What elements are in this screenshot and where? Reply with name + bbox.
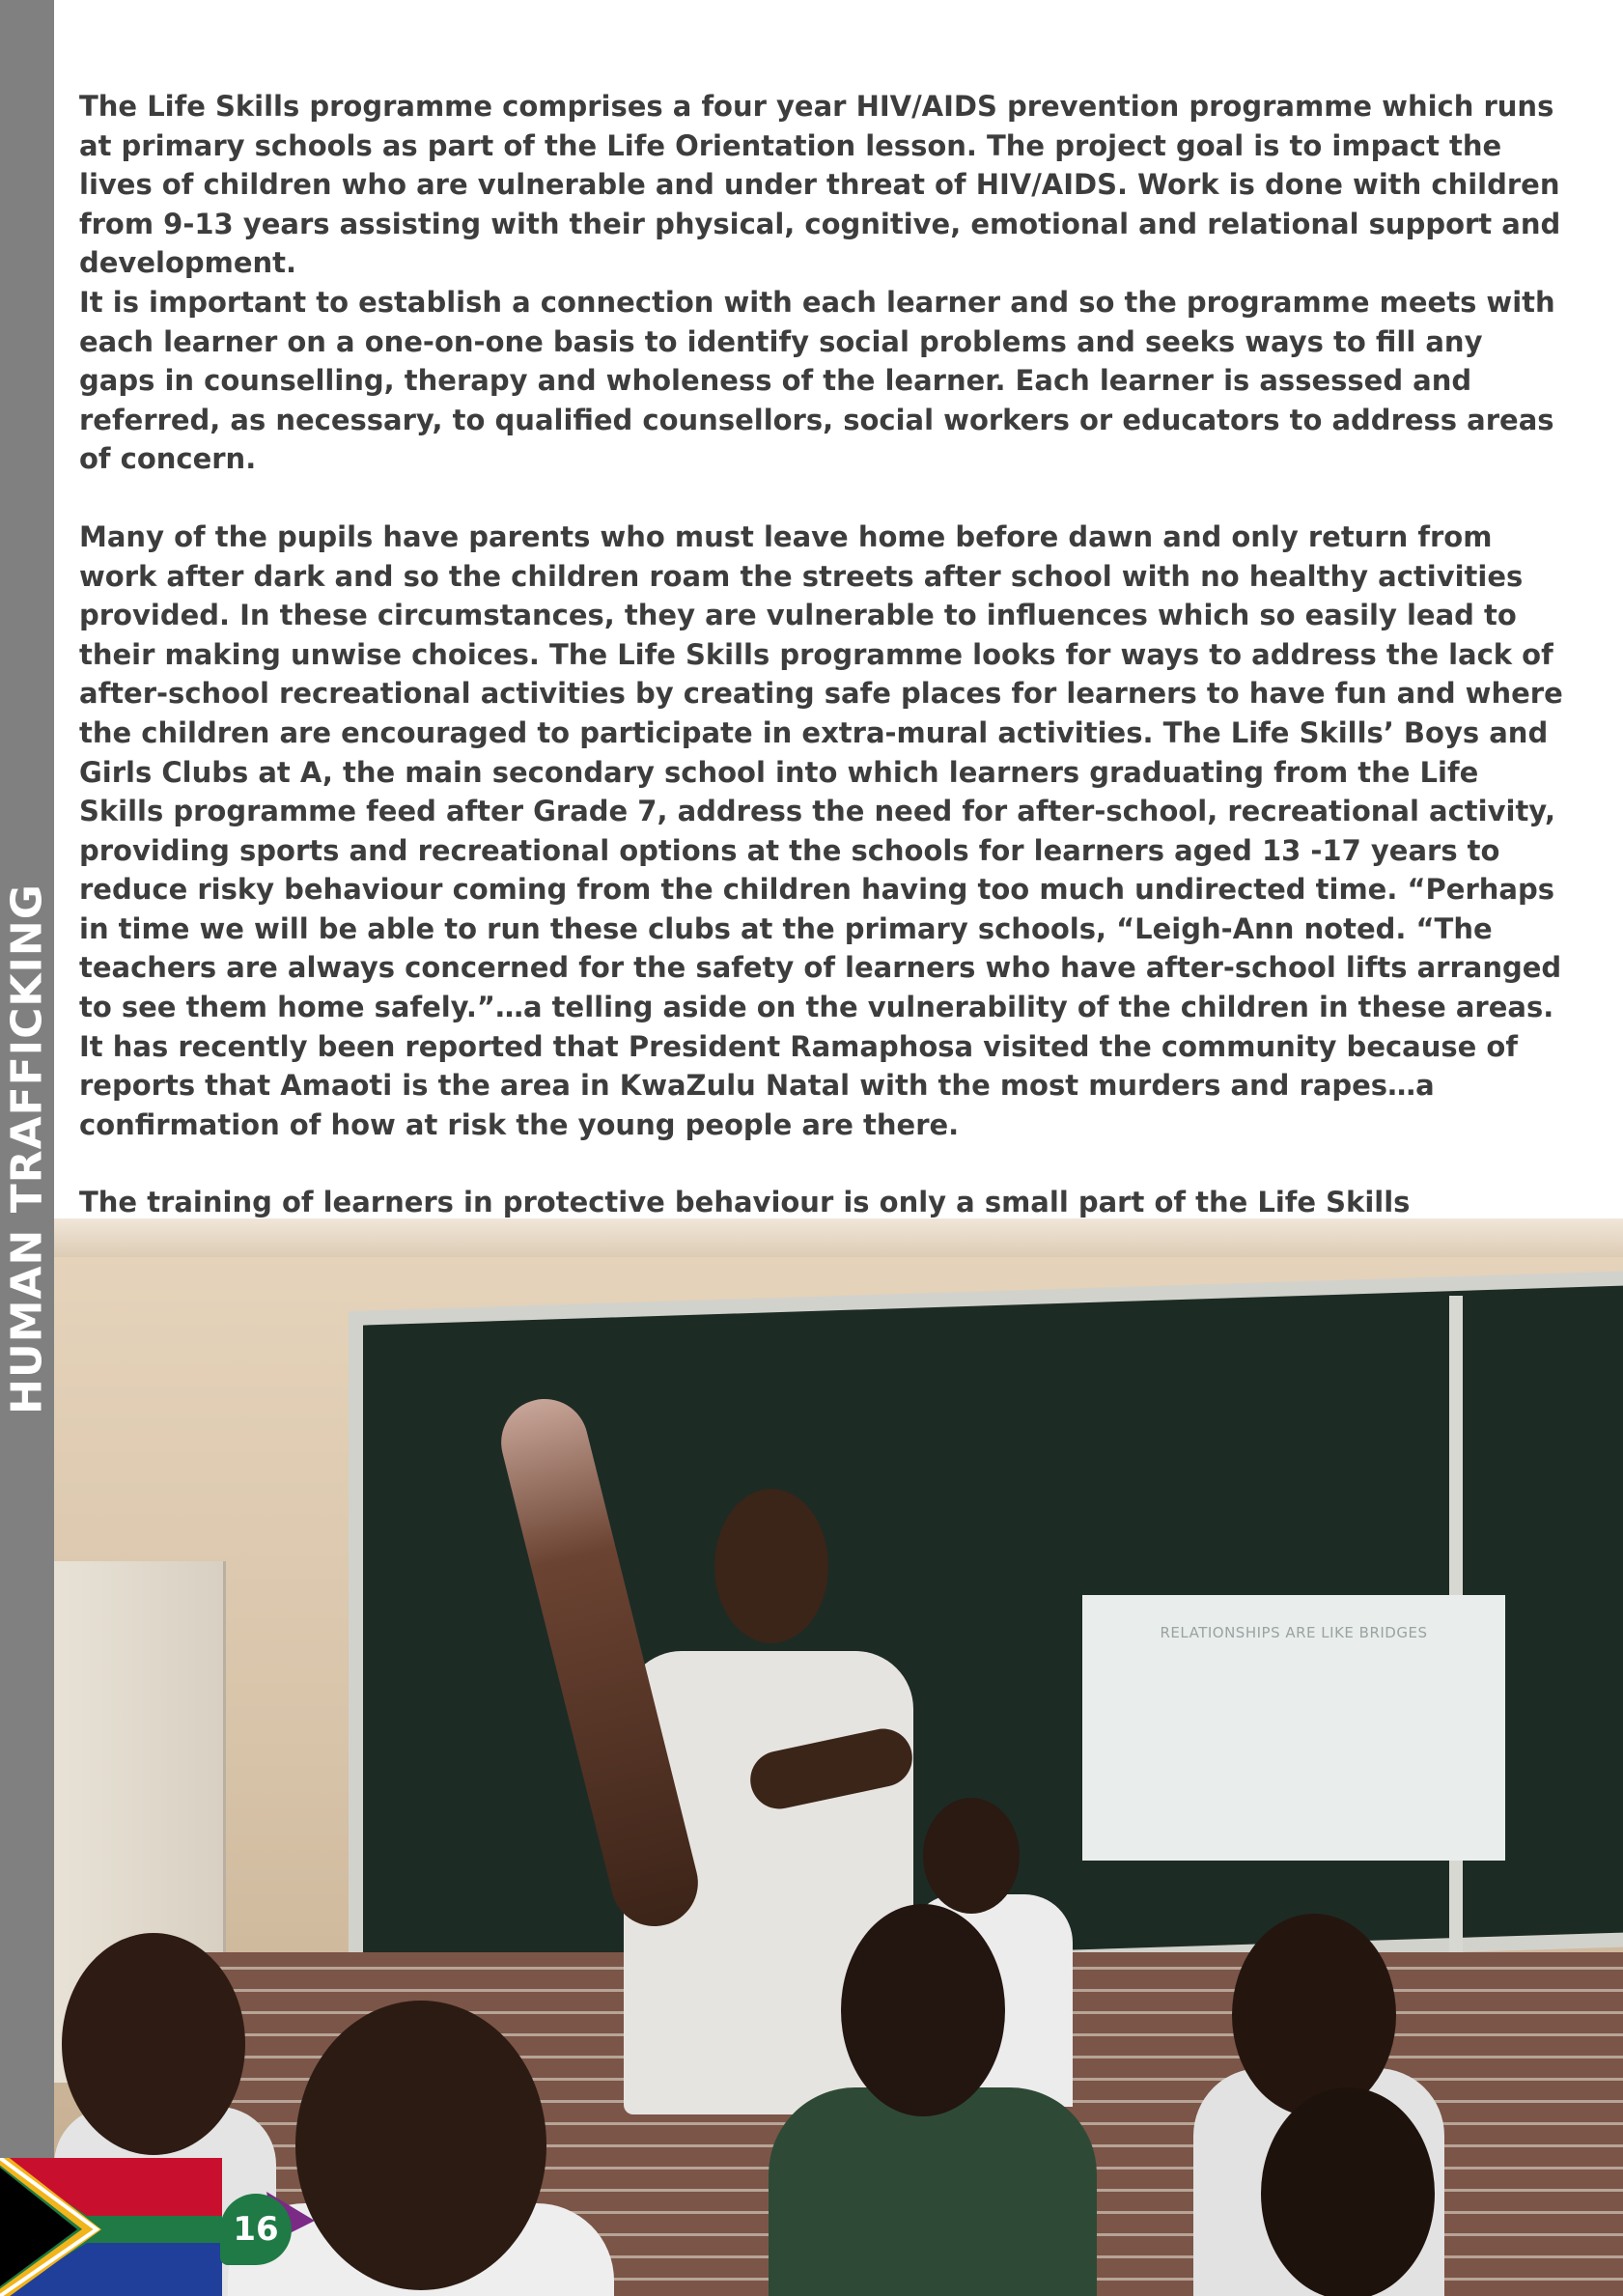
student-head bbox=[923, 1798, 1020, 1914]
student-head bbox=[1232, 1914, 1396, 2116]
paragraph-1b: It is important to establish a connection with each learner and so the programme meets with each learner on a one-on-one basis to identify social problems and seeks ways to fill any gaps in counselling, therapy and wholeness of the learner. Each learner is assessed and referred, as necessary, to qualified counsellors, social workers or educators to address areas of concern. bbox=[79, 285, 1555, 476]
student-shirt bbox=[769, 2087, 1097, 2296]
flag-icon bbox=[0, 2158, 222, 2296]
projector-screen bbox=[1082, 1595, 1505, 1861]
student-head bbox=[295, 2001, 546, 2290]
photo-ceiling bbox=[54, 1218, 1623, 1257]
paragraph-1a: The Life Skills programme comprises a four year HIV/AIDS prevention programme which runs at primary schools as part of the Life Orientation lesson. The project goal is to impact the lives of children who are vulnerable and under threat of HIV/AIDS. Work is done with children from 9-13 years assisting with their physical, cognitive, emotional and relational support and development. bbox=[79, 90, 1561, 280]
classroom-photo bbox=[54, 1218, 1623, 2296]
student-head bbox=[841, 1904, 1005, 2116]
page-number-badge bbox=[220, 2194, 292, 2265]
page-number: 16 bbox=[233, 2210, 279, 2249]
student-head bbox=[1261, 2087, 1435, 2296]
teacher-head bbox=[714, 1489, 828, 1643]
article-body bbox=[79, 87, 1566, 1340]
section-label: HUMAN TRAFFICKING bbox=[2, 883, 52, 1414]
student-head bbox=[62, 1933, 245, 2155]
projection-text: RELATIONSHIPS ARE LIKE BRIDGES bbox=[1160, 1624, 1428, 1641]
paragraph-3: The training of learners in protective behaviour is only a small part of the Life Skills bbox=[79, 1186, 1411, 1219]
sidebar-strip bbox=[0, 0, 54, 2296]
paragraph-2: Many of the pupils have parents who must leave home before dawn and only return from work after dark and so the children roam the streets after school with no healthy activities provided. In these circumstances, they are vulnerable to influences which so easily lead to their making unwise choices. The Life Skills programme looks for ways to address the lack of after-school recreational activities by creating safe places for learners to have fun and where the children are encouraged to participate in extra-mural activities. The Life Skills’ Boys and Girls Clubs at A, the main secondary school into which learners graduating from the Life Skills programme feed after Grade 7, address the need for after-school, recreational activity, providing sports and recreational options at the schools for learners aged 13 -17 years to reduce risky behaviour coming from the children having too much undirected time. “Perhaps in time we will be able to run these clubs at the primary schools, “Leigh-Ann noted. “The teachers are always concerned for the safety of learners who have after-school lifts arranged to see them home safely.”…a telling aside on the vulnerability of the children in these areas. It has recently been reported that President Ramaphosa visited the community because of reports that Amaoti is the area in KwaZulu Natal with the most murders and rapes…a confirmation of how at risk the young people are there. bbox=[79, 519, 1563, 1141]
